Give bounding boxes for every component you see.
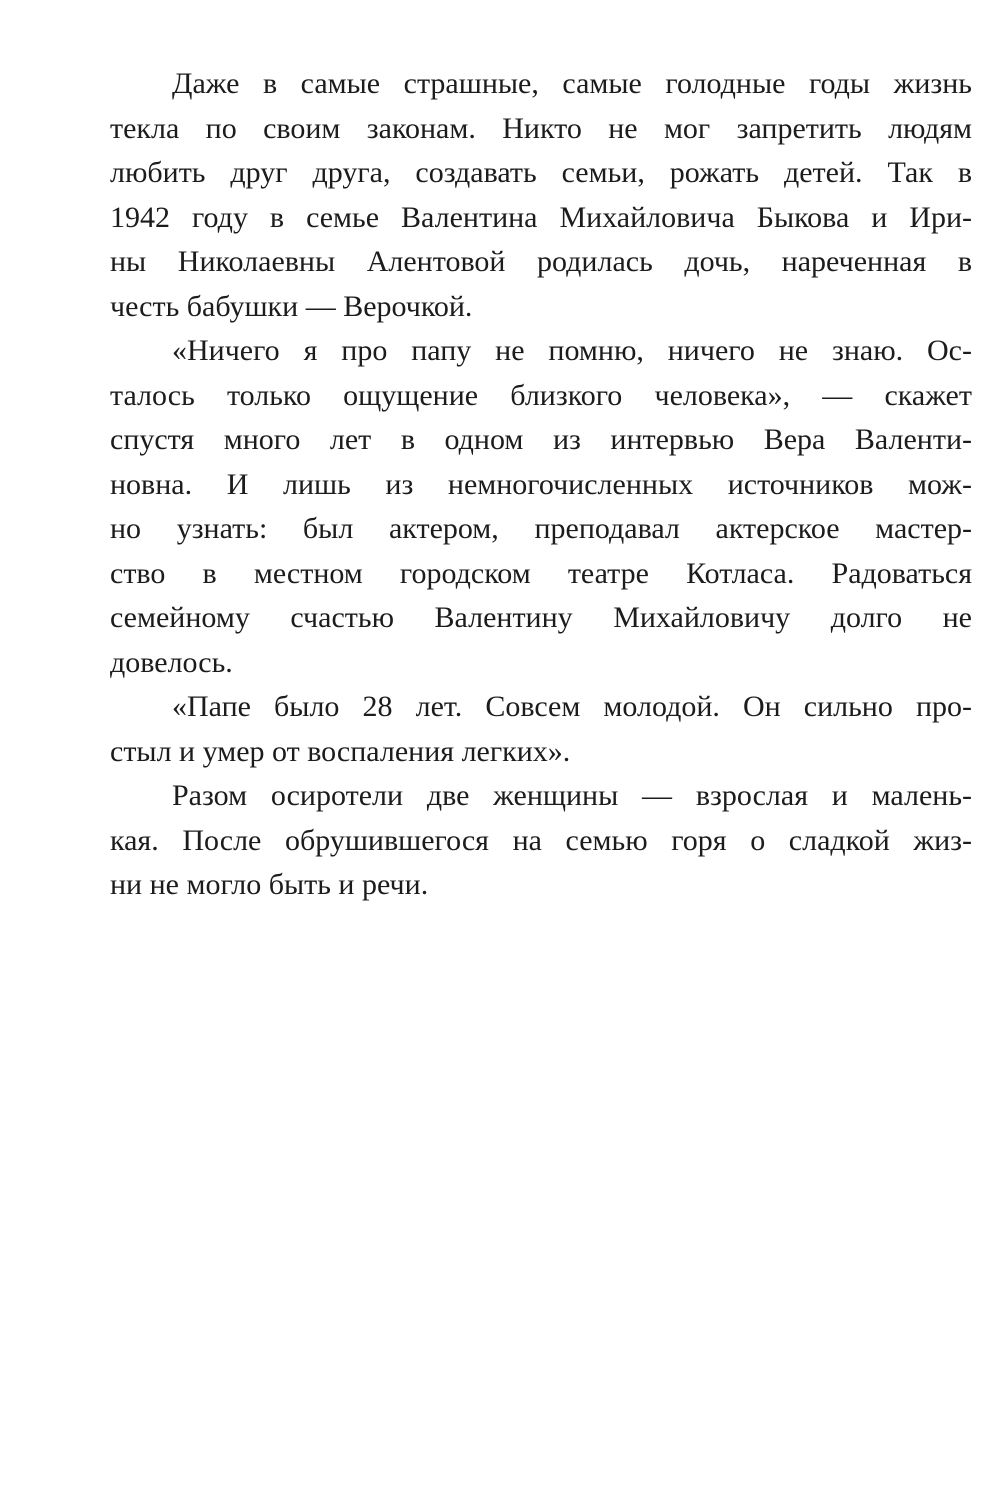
text-line: семейному счастью Валентину Михайловичу долго не bbox=[110, 601, 972, 634]
text-line: довелось. bbox=[110, 645, 233, 679]
text-line: ни не могло быть и речи. bbox=[110, 868, 429, 901]
text-line: честь бабушки — Верочкой. bbox=[110, 289, 473, 323]
text-line: любить друг друга, создавать семьи, рожать детей. Так в bbox=[110, 156, 972, 189]
text-line: ны Николаевны Алентовой родилась дочь, нареченная в bbox=[110, 245, 972, 278]
paragraph-3 bbox=[110, 685, 972, 774]
text-line: новна. И лишь из немногочисленных источников мож- bbox=[110, 467, 972, 501]
text-line: но узнать: был актером, преподавал актерское мастер- bbox=[110, 512, 972, 545]
body-text bbox=[110, 62, 972, 908]
text-line: кая. После обрушившегося на семью горя о сладкой жиз- bbox=[110, 823, 972, 857]
text-line: Разом осиротели две женщины — взрослая и малень- bbox=[172, 779, 972, 812]
paragraph-1 bbox=[110, 62, 972, 329]
text-line: Даже в самые страшные, самые голодные годы жизнь bbox=[172, 67, 972, 100]
text-line: текла по своим законам. Никто не мог запретить людям bbox=[110, 111, 972, 145]
paragraph-2 bbox=[110, 329, 972, 685]
text-line: «Папе было 28 лет. Совсем молодой. Он сильно про- bbox=[172, 690, 972, 723]
paragraph-4 bbox=[110, 774, 972, 908]
text-line: ство в местном городском театре Котласа. Радоваться bbox=[110, 556, 972, 590]
text-line: талось только ощущение близкого человека», — скажет bbox=[110, 378, 972, 412]
text-line: стыл и умер от воспаления легких». bbox=[110, 734, 571, 768]
text-line: 1942 году в семье Валентина Михайловича Быкова и Ири- bbox=[110, 200, 972, 234]
text-line: спустя много лет в одном из интервью Вера Валенти- bbox=[110, 423, 972, 456]
text-line: «Ничего я про папу не помню, ничего не знаю. Ос- bbox=[172, 334, 972, 367]
